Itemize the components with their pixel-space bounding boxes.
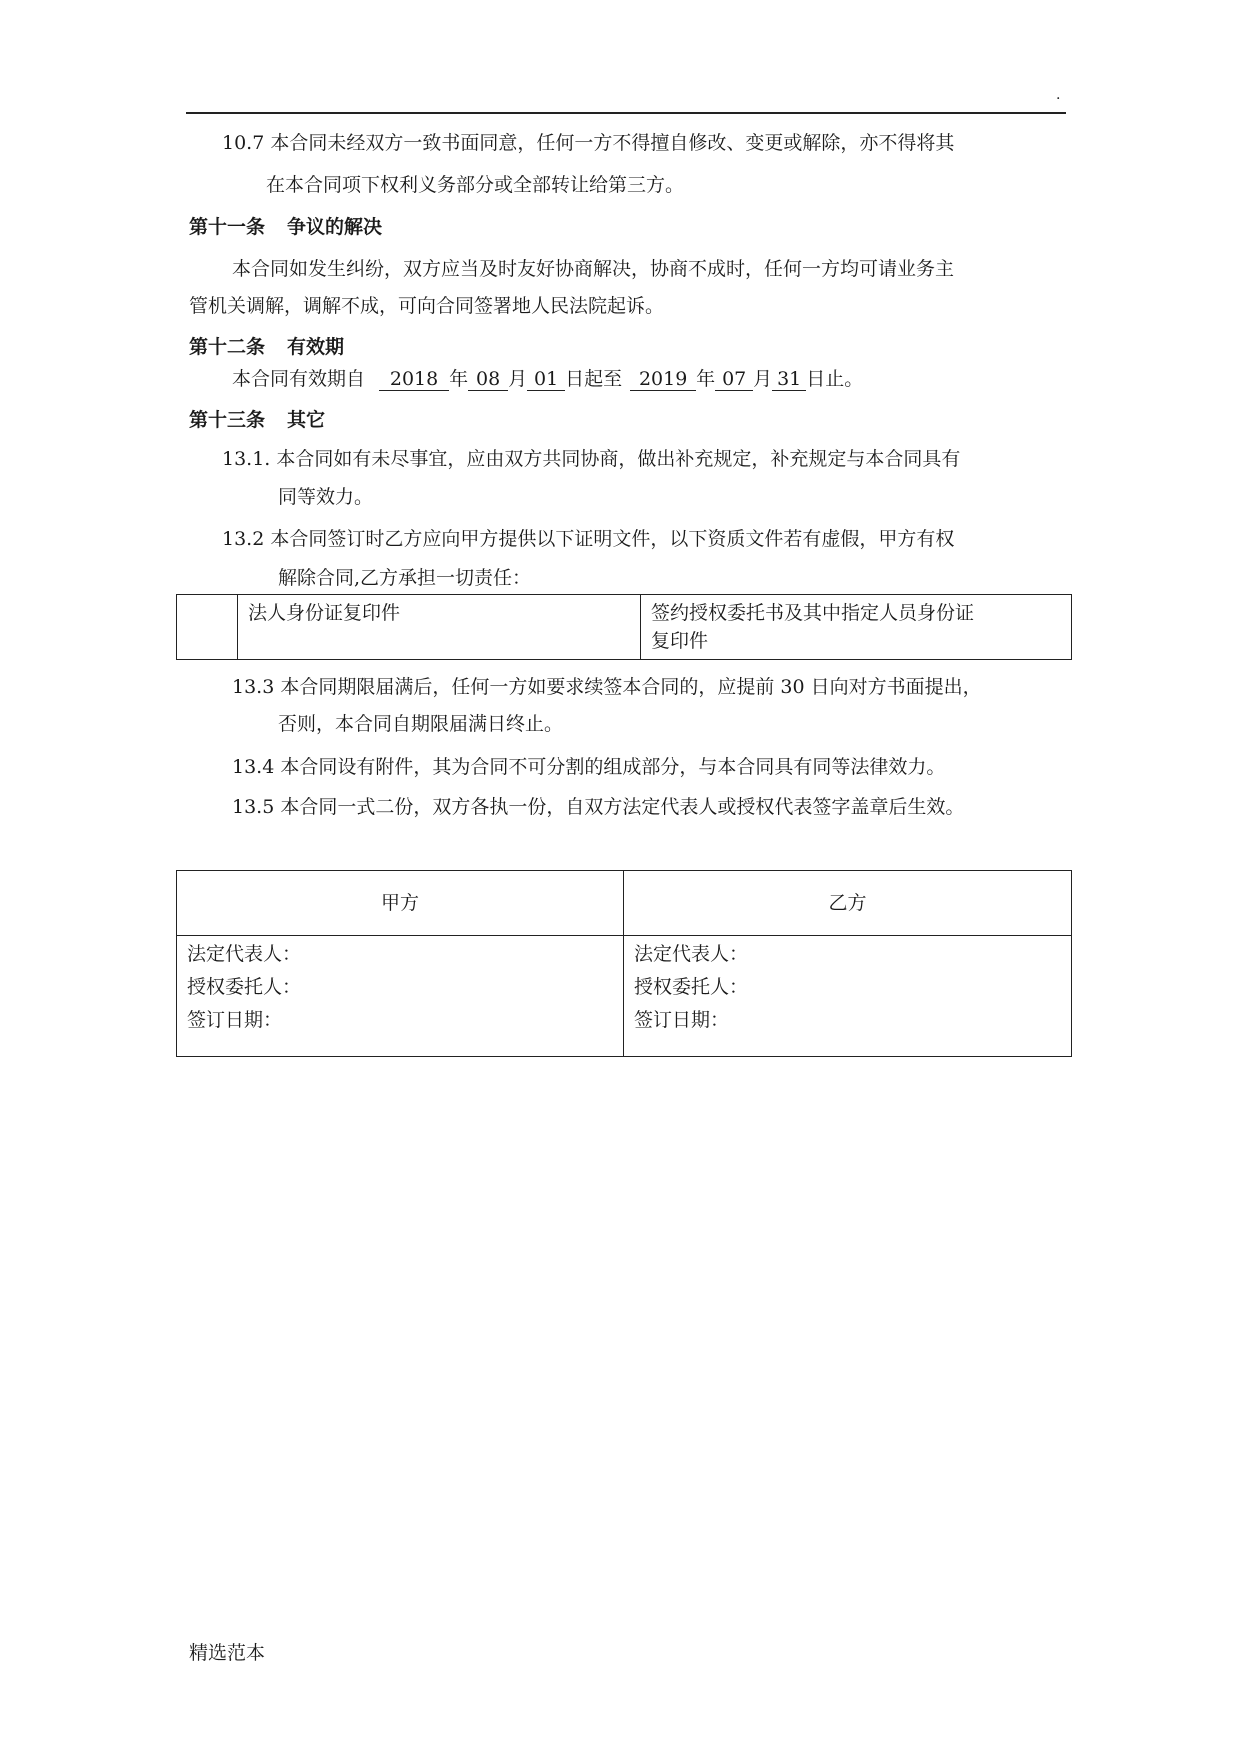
clause-13-1-line1: 13.1. 本合同如有未尽事宜，应由双方共同协商，做出补充规定，补充规定与本合同具有: [222, 448, 961, 470]
end-day: 31: [772, 368, 806, 391]
party-a-authorized: 授权委托人：: [187, 976, 302, 998]
clause-10-7-line2: 在本合同项下权利义务部分或全部转让给第三方。: [266, 174, 685, 196]
start-year-label: 年: [449, 368, 469, 390]
documents-table: [176, 594, 1072, 660]
clause-13-5: 13.5 本合同一式二份，双方各执一份，自双方法定代表人或授权代表签字盖章后生效。: [232, 796, 965, 818]
party-b-legal-rep: 法定代表人：: [634, 943, 749, 965]
party-a-sign-date: 签订日期：: [187, 1009, 283, 1031]
party-b-header: 乙方: [624, 871, 1072, 936]
documents-index-cell: [177, 595, 238, 660]
article-13-number: 第十三条: [189, 409, 266, 431]
signature-table: [176, 870, 1072, 1057]
party-a-legal-rep: 法定代表人：: [187, 943, 302, 965]
start-month: 08: [468, 368, 508, 391]
end-year: 2019: [630, 368, 696, 391]
start-month-label: 月: [508, 368, 528, 390]
article-13-title: 其它: [287, 409, 326, 431]
table-row: [177, 595, 1072, 660]
documents-authorization-line1: 签约授权委托书及其中指定人员身份证: [651, 602, 975, 624]
clause-13-2-line1: 13.2 本合同签订时乙方应向甲方提供以下证明文件，以下资质文件若有虚假，甲方有权: [222, 528, 955, 550]
article-11-line1: 本合同如发生纠纷，双方应当及时友好协商解决，协商不成时，任何一方均可请业务主: [232, 258, 955, 280]
party-b-signature-cell: [624, 936, 1072, 1057]
validity-suffix: 日止。: [806, 368, 864, 390]
start-day: 01: [527, 368, 565, 391]
documents-id-copy-cell: [238, 595, 641, 660]
clause-13-3-line2: 否则，本合同自期限届满日终止。: [278, 713, 564, 735]
clause-13-3-line1: 13.3 本合同期限届满后，任何一方如要求续签本合同的，应提前 30 日向对方书面提出，: [232, 676, 982, 698]
end-month-label: 月: [753, 368, 773, 390]
clause-10-7-line1: 10.7 本合同未经双方一致书面同意，任何一方不得擅自修改、变更或解除，亦不得将其: [222, 132, 955, 154]
article-11-title: 争议的解决: [287, 216, 383, 238]
header-rule: [186, 112, 1066, 114]
article-11-heading: [189, 214, 382, 240]
clause-13-2-line2: 解除合同,乙方承担一切责任：: [278, 567, 532, 589]
clause-13-4: 13.4 本合同设有附件，其为合同不可分割的组成部分，与本合同具有同等法律效力。: [232, 756, 946, 778]
party-a-header: 甲方: [177, 871, 624, 936]
start-year: 2018: [379, 368, 449, 391]
footer-text: 精选范本: [189, 1642, 266, 1664]
party-a-signature-cell: [177, 936, 624, 1057]
header-mark: .: [1056, 87, 1061, 103]
documents-id-copy: 法人身份证复印件: [248, 602, 401, 624]
documents-authorization-cell: [641, 595, 1072, 660]
article-11-line2: 管机关调解，调解不成，可向合同签署地人民法院起诉。: [189, 295, 665, 317]
article-13-heading: [189, 407, 325, 433]
article-12-number: 第十二条: [189, 336, 266, 358]
article-12-heading: [189, 334, 344, 360]
end-year-label: 年: [696, 368, 716, 390]
clause-13-1-line2: 同等效力。: [278, 486, 374, 508]
validity-period-line: [232, 366, 863, 392]
article-12-title: 有效期: [287, 336, 345, 358]
party-b-authorized: 授权委托人：: [634, 976, 749, 998]
article-11-number: 第十一条: [189, 216, 266, 238]
party-b-sign-date: 签订日期：: [634, 1009, 730, 1031]
table-row: [177, 871, 1072, 936]
validity-prefix: 本合同有效期自: [232, 368, 366, 390]
end-month: 07: [715, 368, 753, 391]
start-day-label: 日起至: [565, 368, 623, 390]
table-row: [177, 936, 1072, 1057]
documents-authorization-line2: 复印件: [651, 630, 709, 652]
